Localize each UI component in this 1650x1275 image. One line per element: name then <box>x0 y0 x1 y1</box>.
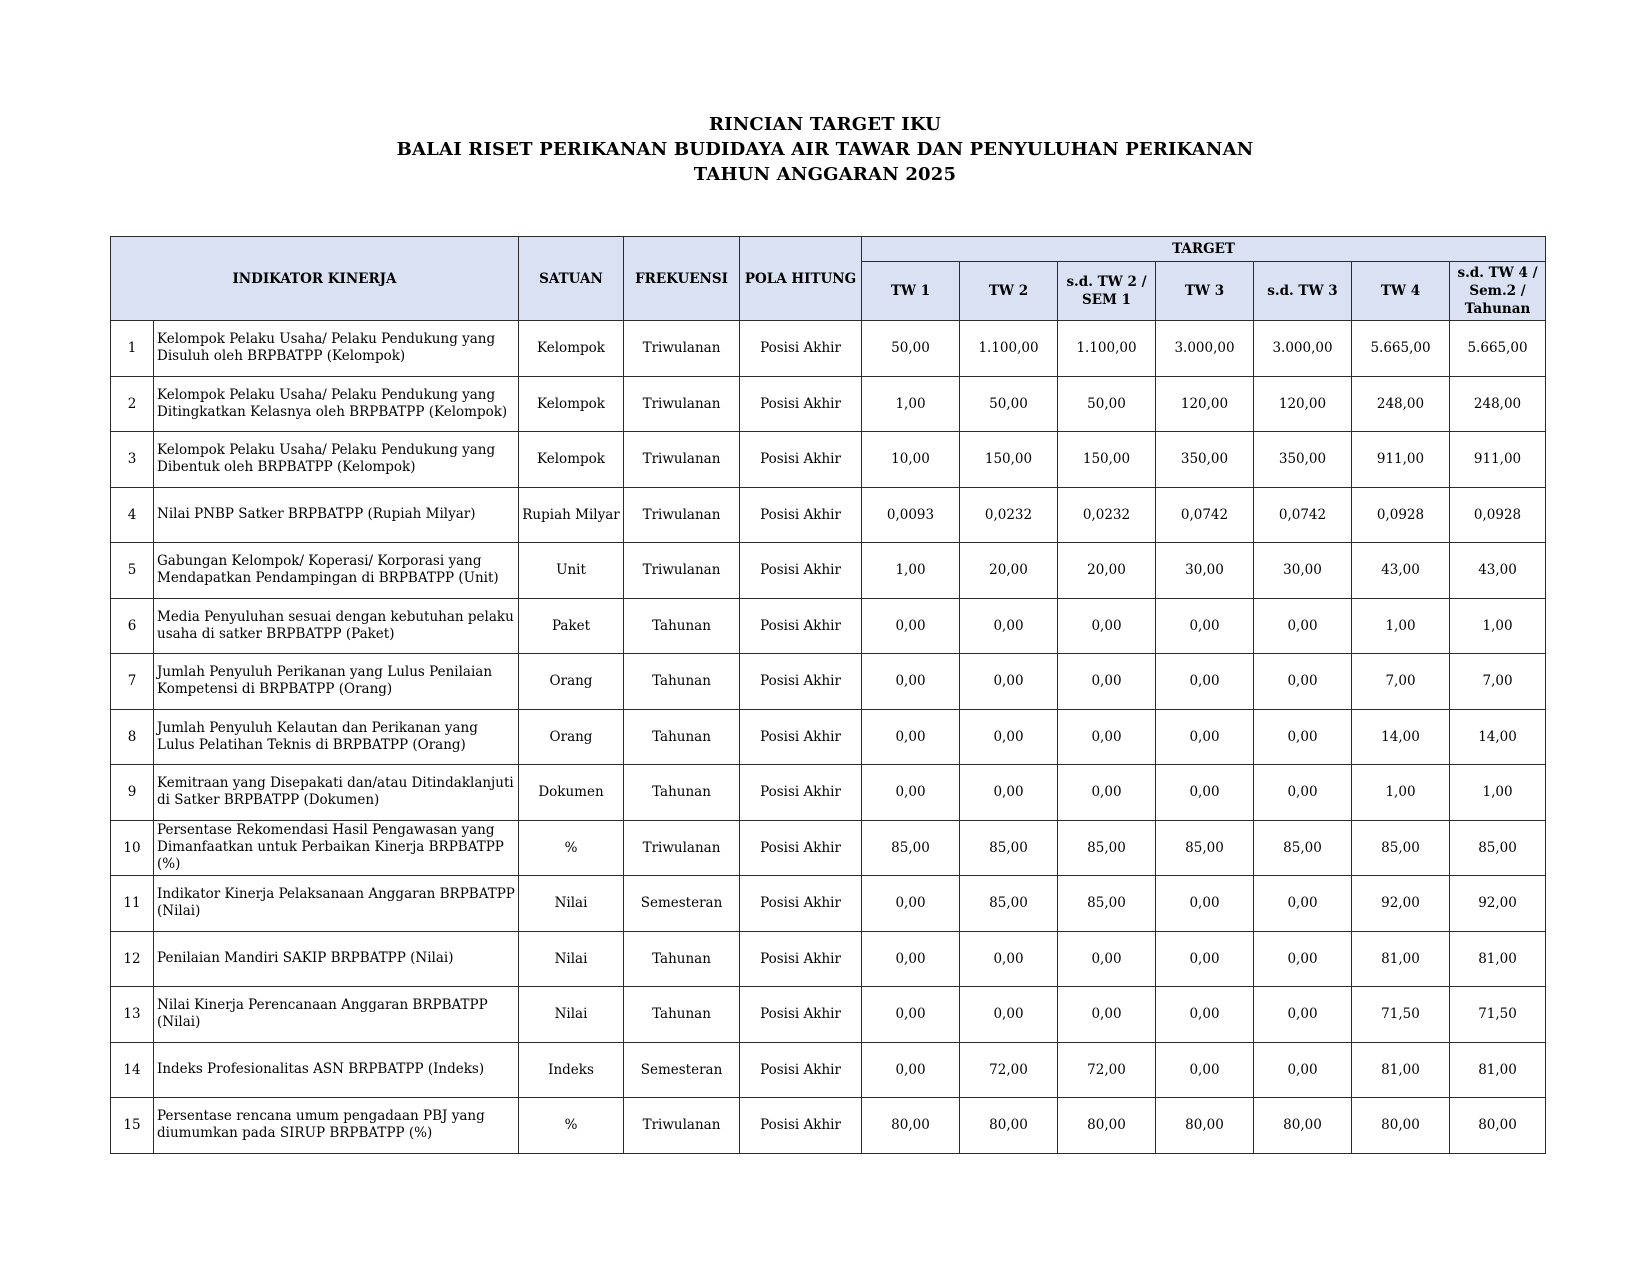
row-number: 10 <box>111 820 154 876</box>
row-frekuensi: Tahunan <box>624 654 740 710</box>
row-sd-tw3: 80,00 <box>1254 1098 1352 1154</box>
row-number: 2 <box>111 376 154 432</box>
row-tw3: 3.000,00 <box>1156 321 1254 377</box>
table-row <box>111 654 1546 710</box>
row-frekuensi: Tahunan <box>624 765 740 821</box>
row-satuan: % <box>519 1098 624 1154</box>
row-tw4: 43,00 <box>1352 543 1450 599</box>
row-tw4: 248,00 <box>1352 376 1450 432</box>
row-number: 5 <box>111 543 154 599</box>
row-satuan: Nilai <box>519 876 624 932</box>
table-row <box>111 598 1546 654</box>
row-indikator: Gabungan Kelompok/ Koperasi/ Korporasi yang Mendapatkan Pendampingan di BRPBATPP (Unit) <box>154 543 519 599</box>
row-frekuensi: Triwulanan <box>624 321 740 377</box>
row-tw3: 80,00 <box>1156 1098 1254 1154</box>
row-frekuensi: Triwulanan <box>624 1098 740 1154</box>
row-number: 11 <box>111 876 154 932</box>
row-frekuensi: Tahunan <box>624 987 740 1043</box>
row-tw4: 1,00 <box>1352 765 1450 821</box>
row-tw2: 0,00 <box>960 987 1058 1043</box>
row-tw3: 350,00 <box>1156 432 1254 488</box>
row-pola-hitung: Posisi Akhir <box>740 376 862 432</box>
row-tw2: 85,00 <box>960 876 1058 932</box>
row-indikator: Penilaian Mandiri SAKIP BRPBATPP (Nilai) <box>154 931 519 987</box>
row-tw3: 0,0742 <box>1156 487 1254 543</box>
row-tw3: 0,00 <box>1156 931 1254 987</box>
header-indikator: INDIKATOR KINERJA <box>111 237 519 321</box>
row-sd-tw3: 0,00 <box>1254 709 1352 765</box>
header-tw4: TW 4 <box>1352 262 1450 321</box>
row-sd-tw3: 0,00 <box>1254 598 1352 654</box>
row-sd-tw4: 81,00 <box>1450 1042 1546 1098</box>
row-pola-hitung: Posisi Akhir <box>740 931 862 987</box>
row-indikator: Persentase Rekomendasi Hasil Pengawasan yang Dimanfaatkan untuk Perbaikan Kinerja BRPBATPP (%) <box>154 820 519 876</box>
header-frekuensi: FREKUENSI <box>624 237 740 321</box>
row-tw3: 120,00 <box>1156 376 1254 432</box>
row-sd-tw2: 0,00 <box>1058 931 1156 987</box>
row-frekuensi: Tahunan <box>624 709 740 765</box>
row-indikator: Media Penyuluhan sesuai dengan kebutuhan pelaku usaha di satker BRPBATPP (Paket) <box>154 598 519 654</box>
row-frekuensi: Triwulanan <box>624 432 740 488</box>
title-line-3: TAHUN ANGGARAN 2025 <box>693 164 957 185</box>
row-tw3: 0,00 <box>1156 598 1254 654</box>
row-indikator: Kelompok Pelaku Usaha/ Pelaku Pendukung yang Disuluh oleh BRPBATPP (Kelompok) <box>154 321 519 377</box>
row-tw4: 1,00 <box>1352 598 1450 654</box>
row-satuan: Orang <box>519 709 624 765</box>
row-pola-hitung: Posisi Akhir <box>740 543 862 599</box>
row-satuan: Orang <box>519 654 624 710</box>
row-satuan: Nilai <box>519 931 624 987</box>
row-tw2: 0,00 <box>960 709 1058 765</box>
row-pola-hitung: Posisi Akhir <box>740 654 862 710</box>
row-pola-hitung: Posisi Akhir <box>740 765 862 821</box>
row-sd-tw2: 0,00 <box>1058 765 1156 821</box>
row-pola-hitung: Posisi Akhir <box>740 709 862 765</box>
row-tw2: 80,00 <box>960 1098 1058 1154</box>
row-tw4: 0,0928 <box>1352 487 1450 543</box>
table-row <box>111 432 1546 488</box>
title-line-1: RINCIAN TARGET IKU <box>708 114 942 135</box>
row-tw2: 1.100,00 <box>960 321 1058 377</box>
row-sd-tw4: 92,00 <box>1450 876 1546 932</box>
row-tw2: 0,00 <box>960 598 1058 654</box>
row-sd-tw2: 0,00 <box>1058 598 1156 654</box>
table-row <box>111 931 1546 987</box>
row-sd-tw3: 0,00 <box>1254 765 1352 821</box>
table-row <box>111 321 1546 377</box>
row-tw1: 0,00 <box>862 709 960 765</box>
row-indikator: Persentase rencana umum pengadaan PBJ yang diumumkan pada SIRUP BRPBATPP (%) <box>154 1098 519 1154</box>
row-sd-tw2: 20,00 <box>1058 543 1156 599</box>
header-sd-tw3: s.d. TW 3 <box>1254 262 1352 321</box>
row-number: 6 <box>111 598 154 654</box>
row-sd-tw3: 350,00 <box>1254 432 1352 488</box>
row-sd-tw3: 0,00 <box>1254 876 1352 932</box>
row-tw2: 72,00 <box>960 1042 1058 1098</box>
row-tw1: 0,00 <box>862 654 960 710</box>
row-tw4: 5.665,00 <box>1352 321 1450 377</box>
header-tw1: TW 1 <box>862 262 960 321</box>
row-tw3: 30,00 <box>1156 543 1254 599</box>
row-tw2: 0,00 <box>960 931 1058 987</box>
row-tw1: 0,00 <box>862 876 960 932</box>
row-tw3: 85,00 <box>1156 820 1254 876</box>
row-pola-hitung: Posisi Akhir <box>740 1098 862 1154</box>
row-sd-tw4: 81,00 <box>1450 931 1546 987</box>
header-sd-tw4: s.d. TW 4 / Sem.2 / Tahunan <box>1450 262 1546 321</box>
row-sd-tw3: 0,00 <box>1254 1042 1352 1098</box>
row-tw2: 85,00 <box>960 820 1058 876</box>
row-indikator: Kelompok Pelaku Usaha/ Pelaku Pendukung yang Dibentuk oleh BRPBATPP (Kelompok) <box>154 432 519 488</box>
row-satuan: Kelompok <box>519 432 624 488</box>
row-satuan: % <box>519 820 624 876</box>
row-sd-tw2: 80,00 <box>1058 1098 1156 1154</box>
document-title <box>0 112 1650 187</box>
row-tw1: 0,00 <box>862 931 960 987</box>
row-sd-tw3: 30,00 <box>1254 543 1352 599</box>
row-frekuensi: Tahunan <box>624 598 740 654</box>
row-indikator: Nilai PNBP Satker BRPBATPP (Rupiah Milyar) <box>154 487 519 543</box>
row-pola-hitung: Posisi Akhir <box>740 321 862 377</box>
header-tw3: TW 3 <box>1156 262 1254 321</box>
row-tw2: 0,0232 <box>960 487 1058 543</box>
row-tw4: 71,50 <box>1352 987 1450 1043</box>
row-tw3: 0,00 <box>1156 876 1254 932</box>
row-number: 14 <box>111 1042 154 1098</box>
row-tw3: 0,00 <box>1156 709 1254 765</box>
row-sd-tw3: 0,00 <box>1254 654 1352 710</box>
row-number: 9 <box>111 765 154 821</box>
row-tw2: 0,00 <box>960 654 1058 710</box>
table-row <box>111 1042 1546 1098</box>
row-satuan: Indeks <box>519 1042 624 1098</box>
row-tw4: 14,00 <box>1352 709 1450 765</box>
row-frekuensi: Triwulanan <box>624 820 740 876</box>
header-pola-hitung: POLA HITUNG <box>740 237 862 321</box>
row-satuan: Nilai <box>519 987 624 1043</box>
table-row <box>111 487 1546 543</box>
row-sd-tw4: 14,00 <box>1450 709 1546 765</box>
row-sd-tw2: 0,0232 <box>1058 487 1156 543</box>
row-sd-tw4: 1,00 <box>1450 765 1546 821</box>
row-sd-tw4: 85,00 <box>1450 820 1546 876</box>
row-tw3: 0,00 <box>1156 765 1254 821</box>
table-row <box>111 765 1546 821</box>
row-number: 12 <box>111 931 154 987</box>
row-sd-tw2: 50,00 <box>1058 376 1156 432</box>
row-sd-tw2: 72,00 <box>1058 1042 1156 1098</box>
row-tw1: 50,00 <box>862 321 960 377</box>
row-sd-tw3: 0,00 <box>1254 987 1352 1043</box>
row-satuan: Dokumen <box>519 765 624 821</box>
row-tw4: 911,00 <box>1352 432 1450 488</box>
row-satuan: Rupiah Milyar <box>519 487 624 543</box>
row-sd-tw2: 1.100,00 <box>1058 321 1156 377</box>
row-sd-tw2: 0,00 <box>1058 654 1156 710</box>
table-row <box>111 876 1546 932</box>
row-tw1: 85,00 <box>862 820 960 876</box>
row-number: 1 <box>111 321 154 377</box>
title-line-2: BALAI RISET PERIKANAN BUDIDAYA AIR TAWAR DAN PENYULUHAN PERIKANAN <box>396 139 1254 160</box>
row-tw3: 0,00 <box>1156 1042 1254 1098</box>
row-tw1: 0,00 <box>862 1042 960 1098</box>
row-pola-hitung: Posisi Akhir <box>740 432 862 488</box>
row-sd-tw2: 85,00 <box>1058 876 1156 932</box>
table-row <box>111 1098 1546 1154</box>
row-tw1: 0,00 <box>862 765 960 821</box>
row-sd-tw2: 0,00 <box>1058 987 1156 1043</box>
row-sd-tw4: 1,00 <box>1450 598 1546 654</box>
row-sd-tw3: 0,0742 <box>1254 487 1352 543</box>
row-tw4: 92,00 <box>1352 876 1450 932</box>
row-tw4: 85,00 <box>1352 820 1450 876</box>
row-frekuensi: Semesteran <box>624 1042 740 1098</box>
row-tw1: 0,0093 <box>862 487 960 543</box>
row-tw4: 81,00 <box>1352 1042 1450 1098</box>
row-tw4: 80,00 <box>1352 1098 1450 1154</box>
row-frekuensi: Tahunan <box>624 931 740 987</box>
row-indikator: Kemitraan yang Disepakati dan/atau Ditindaklanjuti di Satker BRPBATPP (Dokumen) <box>154 765 519 821</box>
row-satuan: Paket <box>519 598 624 654</box>
row-frekuensi: Semesteran <box>624 876 740 932</box>
row-tw2: 0,00 <box>960 765 1058 821</box>
row-tw1: 0,00 <box>862 987 960 1043</box>
row-number: 15 <box>111 1098 154 1154</box>
row-sd-tw4: 248,00 <box>1450 376 1546 432</box>
row-satuan: Kelompok <box>519 321 624 377</box>
row-tw1: 80,00 <box>862 1098 960 1154</box>
row-sd-tw4: 7,00 <box>1450 654 1546 710</box>
row-sd-tw3: 120,00 <box>1254 376 1352 432</box>
row-indikator: Indikator Kinerja Pelaksanaan Anggaran BRPBATPP (Nilai) <box>154 876 519 932</box>
row-tw1: 10,00 <box>862 432 960 488</box>
row-satuan: Unit <box>519 543 624 599</box>
row-sd-tw2: 0,00 <box>1058 709 1156 765</box>
header-sd-tw2: s.d. TW 2 / SEM 1 <box>1058 262 1156 321</box>
table-row <box>111 987 1546 1043</box>
row-indikator: Jumlah Penyuluh Kelautan dan Perikanan yang Lulus Pelatihan Teknis di BRPBATPP (Orang) <box>154 709 519 765</box>
table-row <box>111 543 1546 599</box>
row-pola-hitung: Posisi Akhir <box>740 820 862 876</box>
row-number: 3 <box>111 432 154 488</box>
table-row <box>111 709 1546 765</box>
row-tw4: 7,00 <box>1352 654 1450 710</box>
row-frekuensi: Triwulanan <box>624 376 740 432</box>
row-frekuensi: Triwulanan <box>624 543 740 599</box>
row-sd-tw4: 71,50 <box>1450 987 1546 1043</box>
row-number: 8 <box>111 709 154 765</box>
table-body <box>111 321 1546 1154</box>
row-pola-hitung: Posisi Akhir <box>740 876 862 932</box>
row-number: 4 <box>111 487 154 543</box>
row-indikator: Indeks Profesionalitas ASN BRPBATPP (Indeks) <box>154 1042 519 1098</box>
row-sd-tw4: 0,0928 <box>1450 487 1546 543</box>
row-number: 7 <box>111 654 154 710</box>
row-pola-hitung: Posisi Akhir <box>740 987 862 1043</box>
header-satuan: SATUAN <box>519 237 624 321</box>
row-tw3: 0,00 <box>1156 987 1254 1043</box>
row-sd-tw3: 3.000,00 <box>1254 321 1352 377</box>
row-satuan: Kelompok <box>519 376 624 432</box>
row-pola-hitung: Posisi Akhir <box>740 487 862 543</box>
row-number: 13 <box>111 987 154 1043</box>
row-sd-tw2: 85,00 <box>1058 820 1156 876</box>
row-sd-tw3: 0,00 <box>1254 931 1352 987</box>
row-indikator: Kelompok Pelaku Usaha/ Pelaku Pendukung yang Ditingkatkan Kelasnya oleh BRPBATPP (Kelompok) <box>154 376 519 432</box>
row-sd-tw2: 150,00 <box>1058 432 1156 488</box>
table-row <box>111 376 1546 432</box>
row-pola-hitung: Posisi Akhir <box>740 598 862 654</box>
table-row <box>111 820 1546 876</box>
row-sd-tw4: 80,00 <box>1450 1098 1546 1154</box>
row-sd-tw4: 5.665,00 <box>1450 321 1546 377</box>
row-tw1: 1,00 <box>862 543 960 599</box>
row-sd-tw3: 85,00 <box>1254 820 1352 876</box>
row-indikator: Nilai Kinerja Perencanaan Anggaran BRPBATPP (Nilai) <box>154 987 519 1043</box>
row-tw2: 50,00 <box>960 376 1058 432</box>
row-tw2: 20,00 <box>960 543 1058 599</box>
row-tw4: 81,00 <box>1352 931 1450 987</box>
row-indikator: Jumlah Penyuluh Perikanan yang Lulus Penilaian Kompetensi di BRPBATPP (Orang) <box>154 654 519 710</box>
row-tw2: 150,00 <box>960 432 1058 488</box>
row-sd-tw4: 43,00 <box>1450 543 1546 599</box>
header-target: TARGET <box>862 237 1546 262</box>
row-tw1: 0,00 <box>862 598 960 654</box>
row-sd-tw4: 911,00 <box>1450 432 1546 488</box>
row-tw1: 1,00 <box>862 376 960 432</box>
iku-target-table <box>110 236 1546 1154</box>
row-tw3: 0,00 <box>1156 654 1254 710</box>
row-frekuensi: Triwulanan <box>624 487 740 543</box>
row-pola-hitung: Posisi Akhir <box>740 1042 862 1098</box>
header-tw2: TW 2 <box>960 262 1058 321</box>
